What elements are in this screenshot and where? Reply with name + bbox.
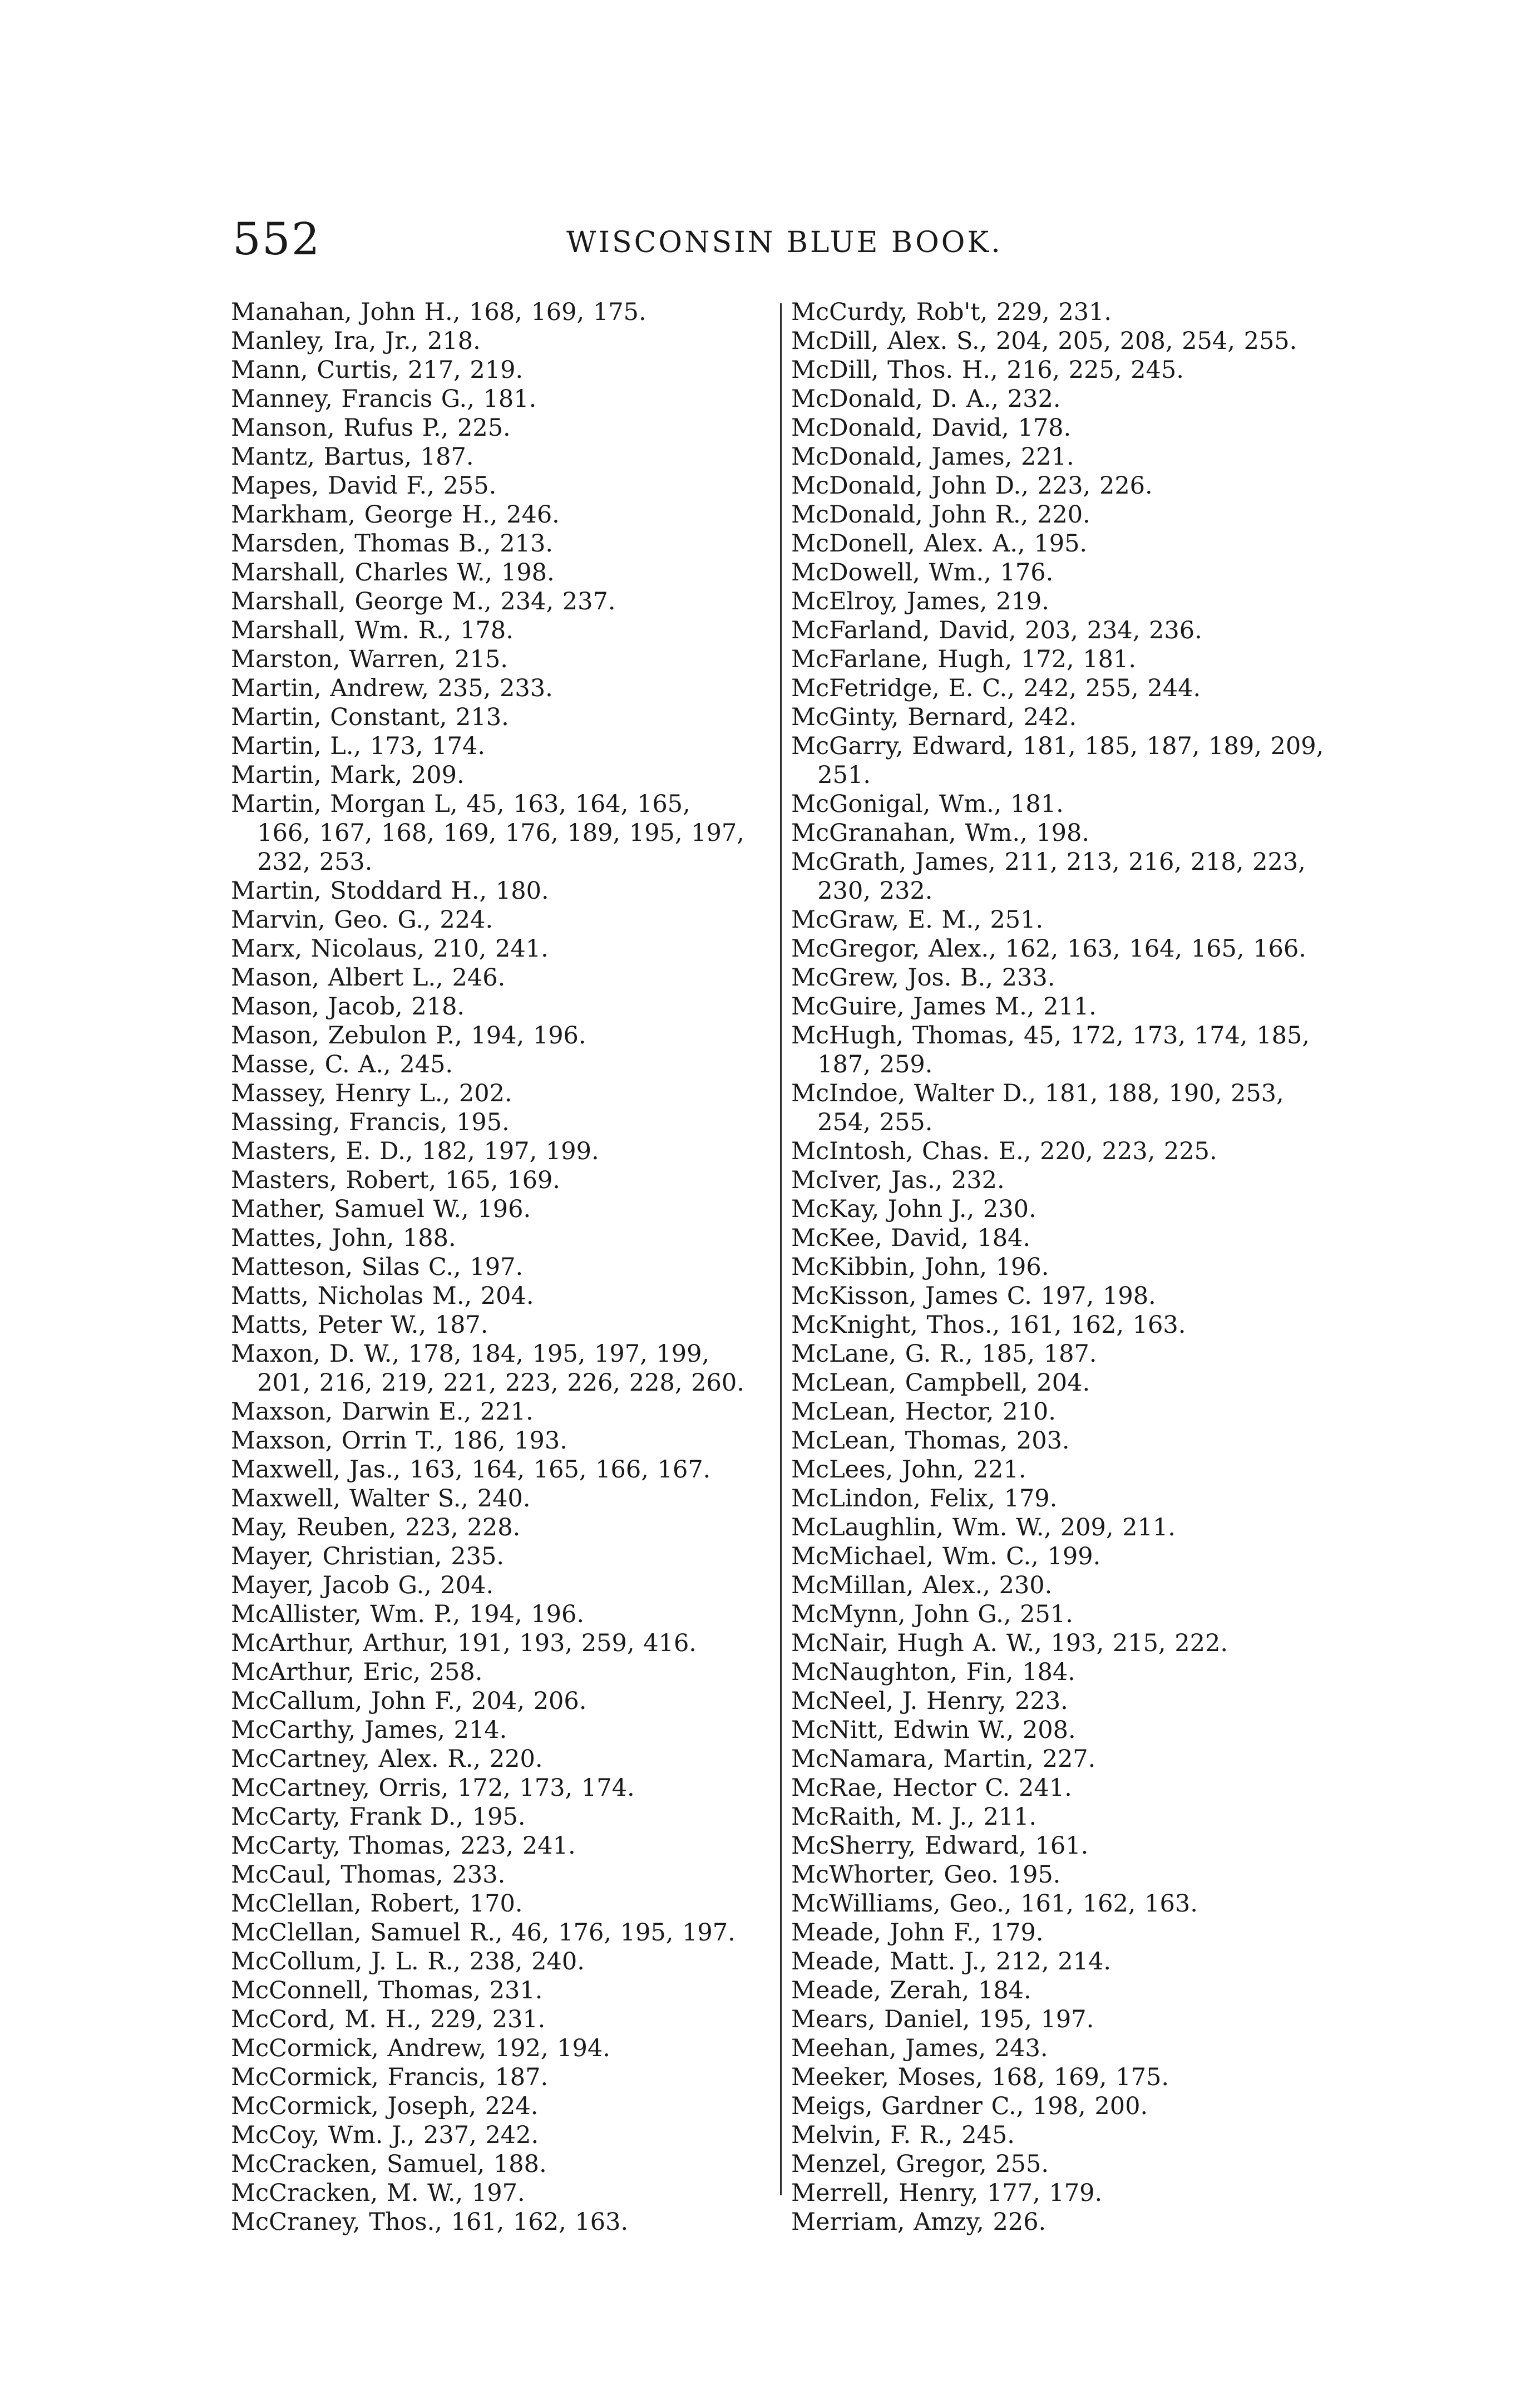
index-entry: McClellan, Robert, 170. [231, 1890, 523, 1918]
index-entry: Maxson, Darwin E., 221. [231, 1398, 534, 1426]
index-entry: McCallum, John F., 204, 206. [231, 1687, 587, 1715]
index-entry: McKee, David, 184. [791, 1224, 1031, 1252]
index-entry: McConnell, Thomas, 231. [231, 1977, 543, 2004]
index-entry: McCartney, Orris, 172, 173, 174. [231, 1774, 635, 1802]
index-entry: McGraw, E. M., 251. [791, 906, 1044, 934]
index-entry: McKibbin, John, 196. [791, 1253, 1049, 1281]
index-entry: McKay, John J., 230. [791, 1195, 1036, 1223]
index-entry: McGonigal, Wm., 181. [791, 790, 1064, 818]
index-entry: McDonald, David, 178. [791, 414, 1072, 442]
index-entry: McArthur, Eric, 258. [231, 1658, 483, 1686]
index-entry: McWilliams, Geo., 161, 162, 163. [791, 1890, 1198, 1918]
index-entry: Mantz, Bartus, 187. [231, 443, 474, 471]
index-entry: McLane, G. R., 185, 187. [791, 1340, 1097, 1368]
index-entry: Meade, Matt. J., 212, 214. [791, 1948, 1112, 1976]
column-divider-rule [780, 303, 782, 2195]
index-entry: Mather, Samuel W., 196. [231, 1195, 531, 1223]
index-entry: McDonell, Alex. A., 195. [791, 530, 1088, 558]
index-entry: Matts, Peter W., 187. [231, 1311, 488, 1339]
index-entry: Manney, Francis G., 181. [231, 385, 537, 413]
index-entry: McGarry, Edward, 181, 185, 187, 189, 209, 251. [791, 732, 1324, 789]
index-entry: Meade, Zerah, 184. [791, 1977, 1031, 2004]
index-entry: Marvin, Geo. G., 224. [231, 906, 493, 934]
index-entry: McLean, Campbell, 204. [791, 1369, 1090, 1397]
index-entry: McDonald, John D., 223, 226. [791, 472, 1153, 500]
index-entry: Marx, Nicolaus, 210, 241. [231, 935, 549, 963]
index-entry: Mason, Albert L., 246. [231, 964, 506, 992]
index-entry: Matteson, Silas C., 197. [231, 1253, 524, 1281]
index-entry: Mears, Daniel, 195, 197. [791, 2006, 1094, 2033]
index-entry: Manson, Rufus P., 225. [231, 414, 511, 442]
index-entry: Manley, Ira, Jr., 218. [231, 327, 481, 355]
index-entry: Maxwell, Walter S., 240. [231, 1485, 531, 1513]
index-entry: McClellan, Samuel R., 46, 176, 195, 197. [231, 1919, 736, 1947]
index-entry: McNaughton, Fin, 184. [791, 1658, 1075, 1686]
index-entry: McGrew, Jos. B., 233. [791, 964, 1055, 992]
index-entry: Merriam, Amzy, 226. [791, 2208, 1047, 2236]
index-entry: McElroy, James, 219. [791, 588, 1049, 615]
index-entry: McMynn, John G., 251. [791, 1600, 1073, 1628]
index-entry: Masse, C. A., 245. [231, 1051, 453, 1078]
index-left-column [231, 298, 751, 2236]
index-entry: McDill, Thos. H., 216, 225, 245. [791, 356, 1184, 384]
index-entry: McCarty, Frank D., 195. [231, 1803, 526, 1831]
index-entry: McCormick, Francis, 187. [231, 2063, 549, 2091]
index-entry: McGranahan, Wm., 198. [791, 819, 1090, 847]
index-entry: McFarlane, Hugh, 172, 181. [791, 646, 1136, 673]
index-entry: Mason, Jacob, 218. [231, 993, 465, 1021]
index-entry: McKisson, James C. 197, 198. [791, 1282, 1156, 1310]
index-entry: McLean, Hector, 210. [791, 1398, 1056, 1426]
index-entry: Markham, George H., 246. [231, 501, 560, 529]
index-entry: Matts, Nicholas M., 204. [231, 1282, 534, 1310]
index-entry: McCracken, Samuel, 188. [231, 2150, 547, 2178]
index-entry: McRae, Hector C. 241. [791, 1774, 1072, 1802]
index-entry: McCarty, Thomas, 223, 241. [231, 1832, 576, 1860]
index-entry: McCormick, Joseph, 224. [231, 2092, 539, 2120]
index-entry: McLaughlin, Wm. W., 209, 211. [791, 1514, 1176, 1541]
index-entry: Martin, Constant, 213. [231, 703, 509, 731]
index-entry: McDill, Alex. S., 204, 205, 208, 254, 255. [791, 327, 1297, 355]
index-entry: Massey, Henry L., 202. [231, 1080, 512, 1107]
index-entry: Mattes, John, 188. [231, 1224, 456, 1252]
index-entry: Meigs, Gardner C., 198, 200. [791, 2092, 1148, 2120]
index-entry: McCarthy, James, 214. [231, 1716, 507, 1744]
index-entry: McIver, Jas., 232. [791, 1166, 1005, 1194]
index-entry: McIntosh, Chas. E., 220, 223, 225. [791, 1137, 1217, 1165]
index-entry: Maxon, D. W., 178, 184, 195, 197, 199, 201, 216, 219, 221, 223, 226, 228, 260. [231, 1340, 744, 1397]
index-entry: Manahan, John H., 168, 169, 175. [231, 298, 646, 326]
index-entry: McWhorter, Geo. 195. [791, 1861, 1061, 1889]
index-entry: Marsden, Thomas B., 213. [231, 530, 554, 558]
index-entry: Melvin, F. R., 245. [791, 2121, 1015, 2149]
running-head: WISCONSIN BLUE BOOK. [566, 226, 1003, 259]
index-entry: Mapes, David F., 255. [231, 472, 497, 500]
index-entry: McCracken, M. W., 197. [231, 2179, 525, 2207]
index-entry: Masters, E. D., 182, 197, 199. [231, 1137, 599, 1165]
index-entry: Martin, L., 173, 174. [231, 732, 485, 760]
index-entry: McCartney, Alex. R., 220. [231, 1745, 543, 1773]
index-entry: McLindon, Felix, 179. [791, 1485, 1058, 1513]
index-entry: McCoy, Wm. J., 237, 242. [231, 2121, 539, 2149]
index-entry: Martin, Stoddard H., 180. [231, 877, 549, 905]
index-entry: McAllister, Wm. P., 194, 196. [231, 1600, 585, 1628]
index-entry: McCord, M. H., 229, 231. [231, 2006, 546, 2033]
index-entry: Mayer, Jacob G., 204. [231, 1572, 494, 1599]
index-entry: McNair, Hugh A. W., 193, 215, 222. [791, 1629, 1228, 1657]
index-entry: McCraney, Thos., 161, 162, 163. [231, 2208, 629, 2236]
index-entry: Maxson, Orrin T., 186, 193. [231, 1427, 567, 1455]
index-entry: Maxwell, Jas., 163, 164, 165, 166, 167. [231, 1456, 711, 1484]
index-entry: Masters, Robert, 165, 169. [231, 1166, 560, 1194]
index-entry: McNamara, Martin, 227. [791, 1745, 1096, 1773]
index-entry: McKnight, Thos., 161, 162, 163. [791, 1311, 1186, 1339]
index-entry: Martin, Morgan L, 45, 163, 164, 165, 166, 167, 168, 169, 176, 189, 195, 197, 232, 253. [231, 790, 744, 876]
index-entry: Mann, Curtis, 217, 219. [231, 356, 524, 384]
index-entry: McFetridge, E. C., 242, 255, 244. [791, 674, 1201, 702]
index-right-column [791, 298, 1342, 2236]
index-entry: McGrath, James, 211, 213, 216, 218, 223, 230, 232. [791, 848, 1306, 905]
index-entry: McDowell, Wm., 176. [791, 559, 1054, 587]
index-entry: McHugh, Thomas, 45, 172, 173, 174, 185, 187, 259. [791, 1022, 1310, 1078]
index-entry: McGregor, Alex., 162, 163, 164, 165, 166. [791, 935, 1306, 963]
index-entry: McNitt, Edwin W., 208. [791, 1716, 1076, 1744]
index-entry: Merrell, Henry, 177, 179. [791, 2179, 1103, 2207]
index-entry: McSherry, Edward, 161. [791, 1832, 1089, 1860]
index-entry: Marston, Warren, 215. [231, 646, 508, 673]
index-entry: McMillan, Alex., 230. [791, 1572, 1053, 1599]
index-entry: Mayer, Christian, 235. [231, 1543, 504, 1570]
index-entry: McFarland, David, 203, 234, 236. [791, 617, 1202, 644]
index-entry: Martin, Mark, 209. [231, 761, 465, 789]
index-entry: McRaith, M. J., 211. [791, 1803, 1037, 1831]
index-entry: McGinty, Bernard, 242. [791, 703, 1077, 731]
index-entry: Massing, Francis, 195. [231, 1109, 510, 1136]
index-entry: Marshall, Charles W., 198. [231, 559, 555, 587]
index-entry: Meeker, Moses, 168, 169, 175. [791, 2063, 1169, 2091]
index-entry: McDonald, James, 221. [791, 443, 1074, 471]
index-entry: Menzel, Gregor, 255. [791, 2150, 1049, 2178]
index-entry: McLean, Thomas, 203. [791, 1427, 1070, 1455]
index-entry: McGuire, James M., 211. [791, 993, 1097, 1021]
index-entry: McCaul, Thomas, 233. [231, 1861, 506, 1889]
index-entry: Martin, Andrew, 235, 233. [231, 674, 553, 702]
index-entry: Marshall, Wm. R., 178. [231, 617, 514, 644]
index-entry: McLees, John, 221. [791, 1456, 1026, 1484]
index-entry: Mason, Zebulon P., 194, 196. [231, 1022, 586, 1050]
index-entry: McMichael, Wm. C., 199. [791, 1543, 1101, 1570]
index-entry: McCollum, J. L. R., 238, 240. [231, 1948, 585, 1976]
index-entry: Meade, John F., 179. [791, 1919, 1044, 1947]
index-entry: McDonald, John R., 220. [791, 501, 1090, 529]
index-entry: May, Reuben, 223, 228. [231, 1514, 521, 1541]
index-entry: Marshall, George M., 234, 237. [231, 588, 616, 615]
index-entry: McNeel, J. Henry, 223. [791, 1687, 1068, 1715]
index-entry: McIndoe, Walter D., 181, 188, 190, 253, 254, 255. [791, 1080, 1284, 1136]
index-entry: McCormick, Andrew, 192, 194. [231, 2034, 610, 2062]
index-entry: McArthur, Arthur, 191, 193, 259, 416. [231, 1629, 697, 1657]
index-entry: Meehan, James, 243. [791, 2034, 1048, 2062]
page-number: 552 [233, 213, 321, 265]
index-entry: McCurdy, Rob't, 229, 231. [791, 298, 1112, 326]
index-entry: McDonald, D. A., 232. [791, 385, 1061, 413]
